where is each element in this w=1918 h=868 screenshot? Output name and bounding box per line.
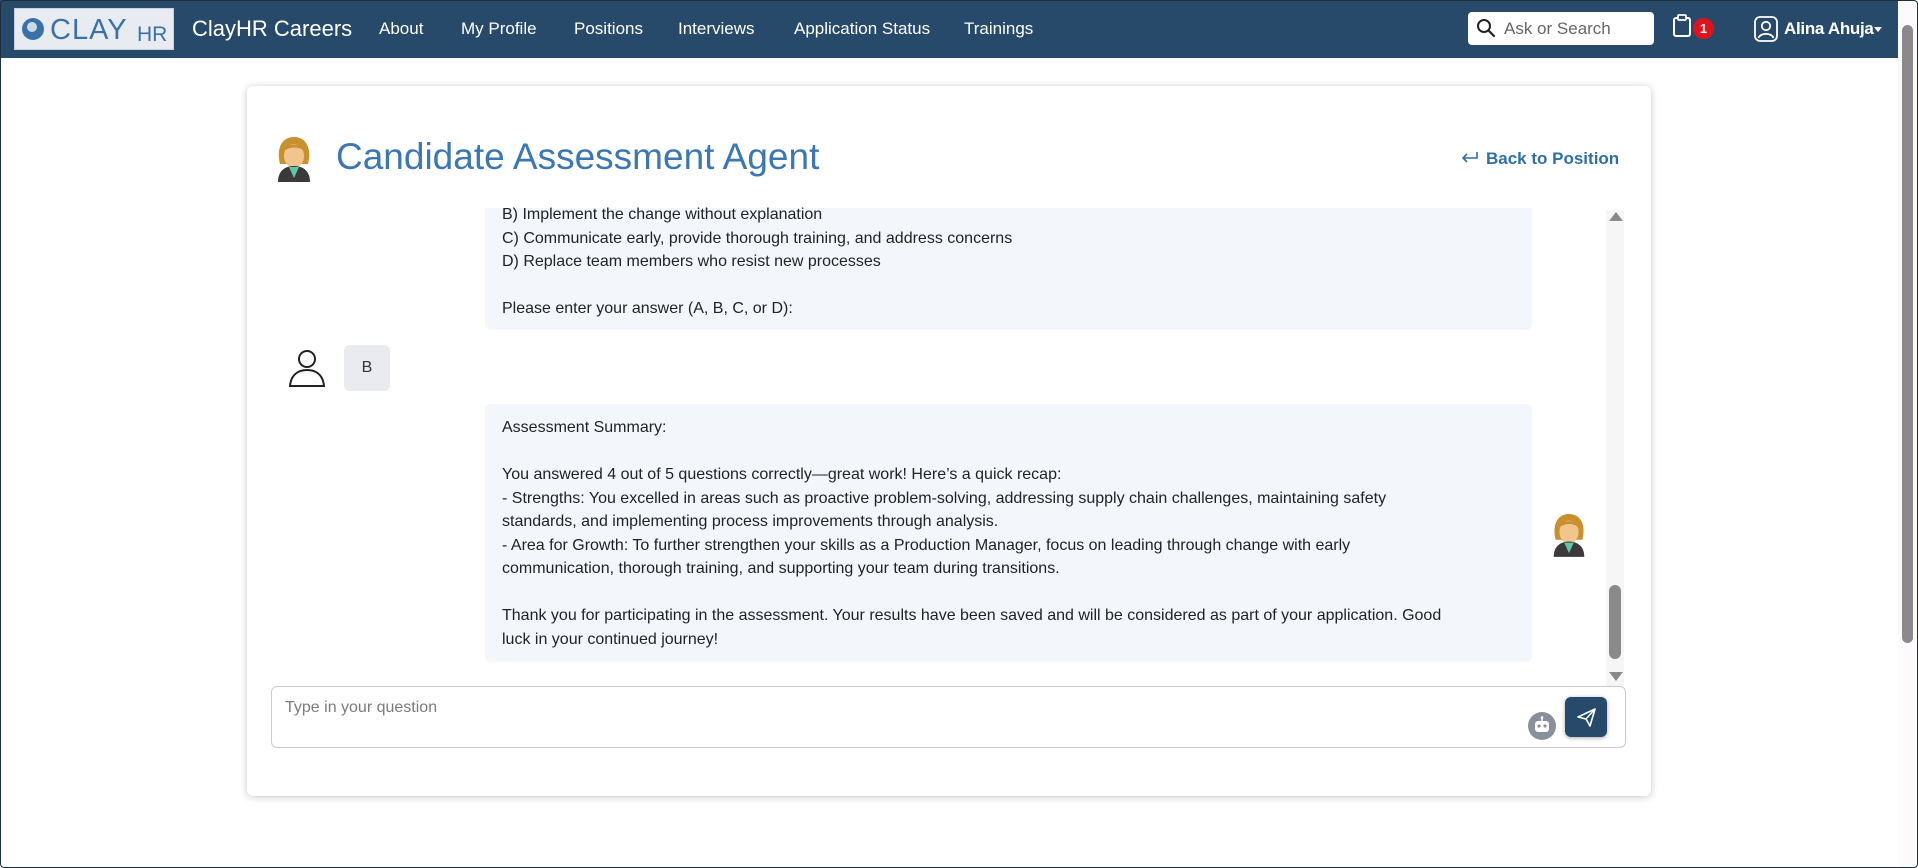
search-icon (1476, 18, 1496, 38)
nav-about[interactable]: About (379, 19, 424, 38)
agent-avatar-icon (272, 134, 316, 182)
page-title: Candidate Assessment Agent (336, 136, 820, 177)
summary-line (502, 440, 1441, 464)
user-circle-icon (1754, 16, 1778, 42)
return-arrow-icon (1460, 151, 1478, 165)
summary-line: Thank you for participating in the assessment. Your results have been saved and will be considered as part of your application. Good (502, 607, 1442, 624)
paper-plane-icon (1565, 697, 1607, 737)
globe-icon (22, 18, 44, 40)
nav-trainings[interactable]: Trainings (964, 19, 1034, 38)
nav-application-status[interactable]: Application Status (794, 19, 931, 38)
robot-button[interactable] (1528, 712, 1556, 740)
chat-scrollbar[interactable] (1606, 210, 1624, 686)
back-to-position-label: Back to Position (1486, 149, 1620, 168)
summary-line: luck in your continued journey! (502, 630, 719, 648)
robot-icon (1528, 712, 1556, 740)
search-input[interactable] (1504, 17, 1644, 40)
page-scrollbar[interactable] (1898, 0, 1916, 866)
scroll-down-arrow-icon[interactable] (1609, 672, 1623, 681)
clayhr-logo[interactable] (14, 8, 174, 50)
user-avatar-icon (286, 346, 328, 388)
logo-text-clay: CLAY (50, 14, 128, 46)
summary-line: You answered 4 out of 5 questions correctly—great work! Here’s a quick recap: (502, 466, 1062, 483)
logo-text-hr: HR (137, 23, 168, 46)
user-message-answer: B (344, 345, 390, 391)
question-line: D) Replace team members who resist new processes (502, 253, 881, 270)
scroll-up-arrow-icon[interactable] (1609, 212, 1623, 221)
notification-badge[interactable]: 1 (1693, 18, 1714, 39)
question-input-box[interactable] (271, 686, 1626, 748)
chevron-down-icon (1874, 27, 1882, 32)
agent-message-question (485, 208, 1532, 330)
top-navbar (0, 0, 1898, 58)
summary-line: standards, and implementing process improvements through analysis. (502, 513, 999, 530)
question-line (502, 274, 1012, 298)
question-input[interactable] (285, 697, 1285, 719)
send-button[interactable] (1565, 697, 1607, 737)
summary-text (502, 416, 1441, 651)
agent-message-summary (485, 404, 1532, 662)
agent-avatar-icon (1548, 510, 1590, 558)
question-line: B) Implement the change without explanation (502, 206, 823, 223)
question-text (502, 203, 1012, 321)
nav-my-profile[interactable]: My Profile (461, 19, 537, 38)
summary-line: - Area for Growth: To further strengthen your skills as a Production Manager, focus on leading through change with early (502, 536, 1351, 554)
summary-line: Assessment Summary: (502, 419, 667, 436)
nav-interviews[interactable]: Interviews (678, 19, 755, 38)
user-name: Alina Ahuja (1784, 19, 1874, 38)
question-line: Please enter your answer (A, B, C, or D): (502, 300, 793, 317)
summary-line: - Strengths: You excelled in areas such as proactive problem-solving, addressing supply chain challenges, maintaining safety (502, 489, 1387, 507)
question-line: C) Communicate early, provide thorough training, and address concerns (502, 229, 1013, 247)
chat-scrollbar-thumb[interactable] (1609, 585, 1621, 659)
clipboard-icon[interactable] (1672, 14, 1692, 38)
search-box[interactable] (1468, 12, 1654, 45)
brand-title[interactable]: ClayHR Careers (192, 16, 353, 41)
nav-positions[interactable]: Positions (574, 19, 643, 38)
summary-line: communication, thorough training, and supporting your team during transitions. (502, 560, 1060, 577)
page-scrollbar-thumb[interactable] (1902, 25, 1913, 643)
summary-line (502, 581, 1441, 605)
